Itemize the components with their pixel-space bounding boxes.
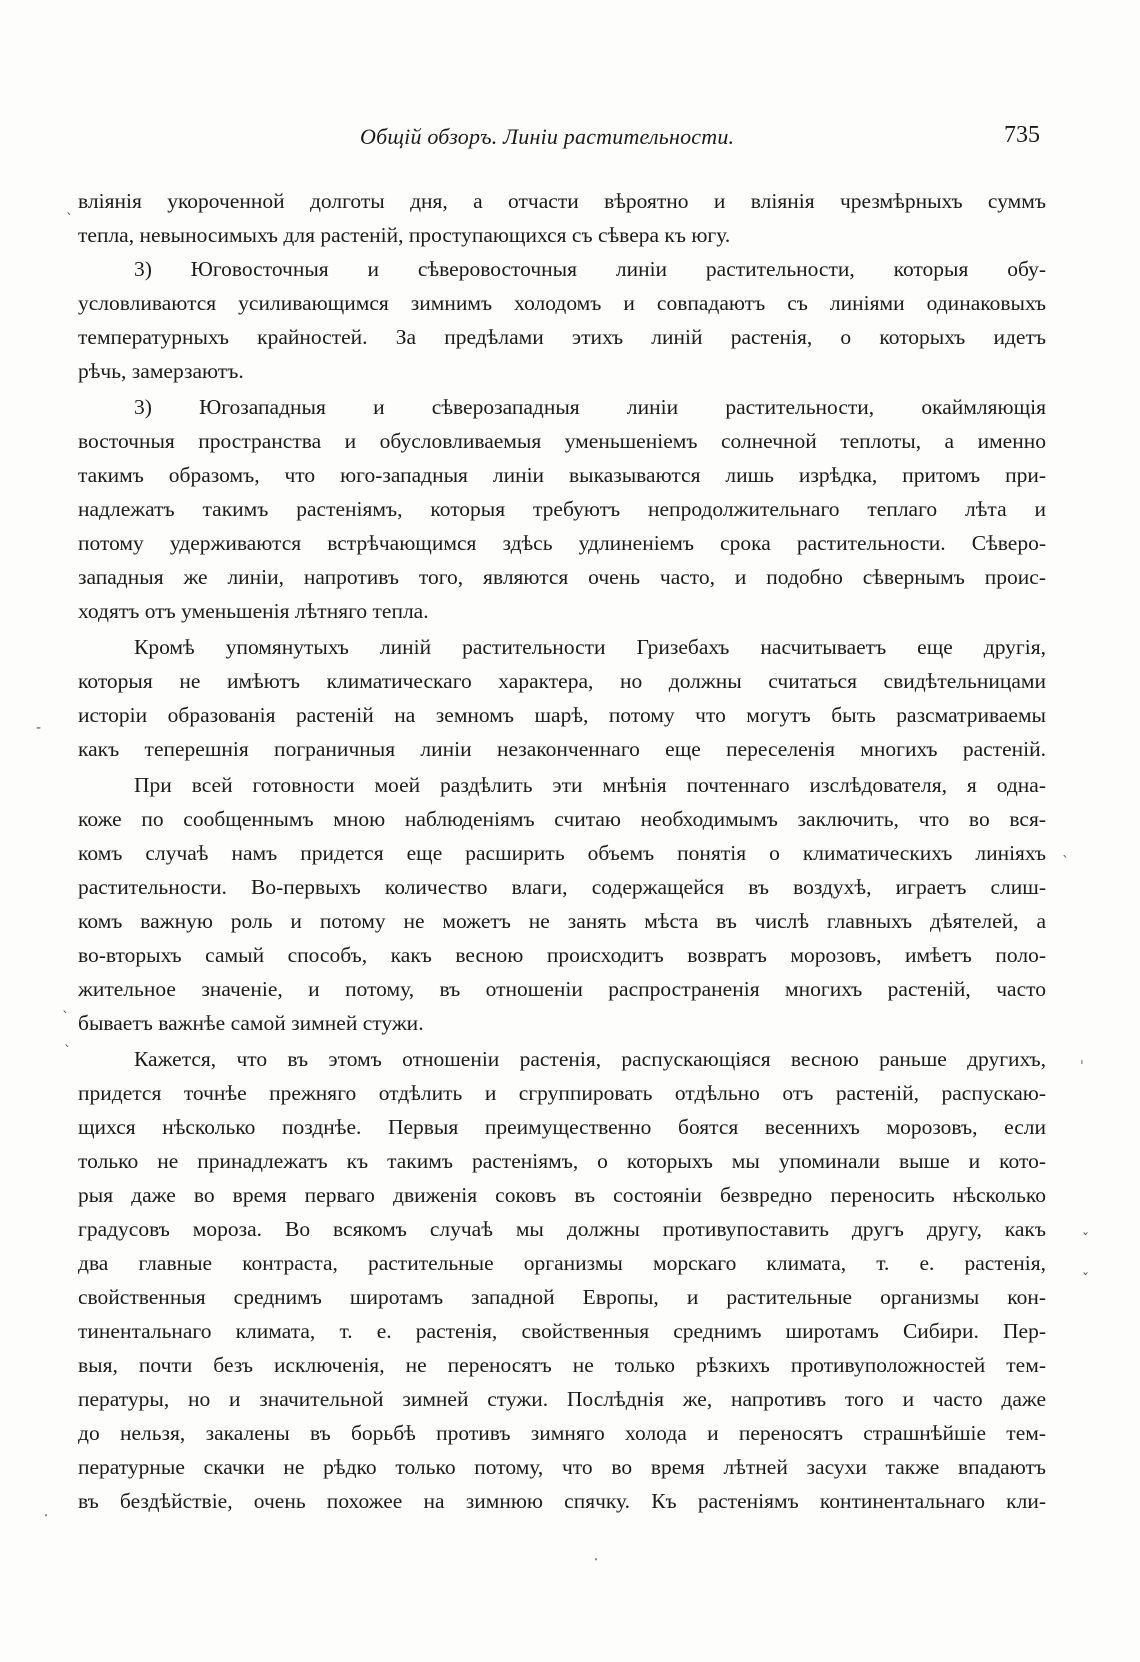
text-line: въ бездѣйствіе, очень похожее на зимнюю спячку. Къ растеніямъ континентальнаго кли- [78, 1489, 1046, 1513]
text-line: коже по сообщеннымъ мною наблюденіямъ считаю необходимымъ заключить, что во вся- [78, 807, 1046, 831]
text-line: щихся нѣсколько позднѣе. Первыя преимущественно боятся весеннихъ морозовъ, если [78, 1115, 1046, 1139]
text-line: жительное значеніе, и потому, въ отношеніи распространенія многихъ растеній, часто [78, 977, 1046, 1001]
text-line: комъ случаѣ намъ придется еще расширить объемъ понятія о климатическихъ линіяхъ [78, 841, 1046, 865]
margin-mark: ˋ [62, 1010, 69, 1026]
text-line: температурныхъ крайностей. За предѣлами этихъ линій растенія, о которыхъ идетъ [78, 325, 1046, 349]
text-line: два главные контраста, растительные организмы морскаго климата, т. е. растенія, [78, 1251, 1046, 1275]
page-number: 735 [1004, 122, 1040, 148]
text-line: растительности. Во-первыхъ количество влаги, содержащейся въ воздухѣ, играетъ слиш- [78, 875, 1046, 899]
text-line: вліянія укороченной долготы дня, а отчасти вѣроятно и вліянія чрезмѣрныхъ суммъ [78, 189, 1046, 213]
margin-mark: ˋ [64, 1044, 71, 1060]
text-line: рыя даже во время перваго движенія соковъ въ состояніи безвредно переносить нѣсколько [78, 1183, 1046, 1207]
text-line: какъ теперешнія пограничныя линіи незаконченнаго еще переселенія многихъ растеній. [78, 737, 1046, 761]
text-line: надлежатъ такимъ растеніямъ, которыя требуютъ непродолжительнаго теплаго лѣта и [78, 497, 1046, 521]
text-line: Кажется, что въ этомъ отношеніи растенія, распускающіяся весною раньше другихъ, [134, 1047, 1046, 1071]
text-line: комъ важную роль и потому не можетъ не занять мѣста въ числѣ главныхъ дѣятелей, а [78, 909, 1046, 933]
margin-mark: ˑ [44, 1510, 49, 1526]
margin-mark: ˎ [1062, 842, 1069, 858]
text-line: пературные скачки не рѣдко только потому, что во время лѣтней засухи также впадаютъ [78, 1455, 1046, 1479]
text-line: выя, почти безъ исключенія, не переносятъ не только рѣзкихъ противуположностей тем- [78, 1353, 1046, 1377]
text-line: только не принадлежатъ къ такимъ растеніямъ, о которыхъ мы упоминали выше и кото- [78, 1149, 1046, 1173]
text-line: тинентальнаго климата, т. е. растенія, свойственныя среднимъ широтамъ Сибири. Пер- [78, 1319, 1046, 1343]
text-line: до нельзя, закалены въ борьбѣ противъ зимняго холода и переносятъ страшнѣйшіе тем- [78, 1421, 1046, 1445]
margin-mark: ˌ [1080, 1050, 1084, 1066]
text-line: во-вторыхъ самый способъ, какъ весною происходитъ возвратъ морозовъ, имѣетъ поло- [78, 943, 1046, 967]
text-line: 3) Юговосточныя и сѣверовосточныя линіи растительности, которыя обу- [134, 257, 1046, 281]
text-line: свойственныя среднимъ широтамъ западной Европы, и растительные организмы кон- [78, 1285, 1046, 1309]
text-line: придется точнѣе прежняго отдѣлить и сгруппировать отдѣльно отъ растеній, распускаю- [78, 1081, 1046, 1105]
text-line: условливаются усиливающимся зимнимъ холодомъ и совпадаютъ съ линіями одинаковыхъ [78, 291, 1046, 315]
running-header-title: Общій обзоръ. Линіи растительности. [360, 124, 735, 149]
text-line: такимъ образомъ, что юго-западныя линіи выказываются лишь изрѣдка, притомъ при- [78, 463, 1046, 487]
text-line: рѣчь, замерзаютъ. [78, 359, 244, 383]
text-line: пературы, но и значительной зимней стужи. Послѣднія же, напротивъ того и часто даже [78, 1387, 1046, 1411]
text-line: Кромѣ упомянутыхъ линій растительности Гризебахъ насчитываетъ еще другія, [134, 635, 1046, 659]
margin-mark: ˋ [66, 212, 73, 228]
margin-mark: - [36, 720, 42, 736]
text-line: восточныя пространства и обусловливаемыя уменьшеніемъ солнечной теплоты, а именно [78, 429, 1046, 453]
text-line: градусовъ мороза. Во всякомъ случаѣ мы должны противупоставить другъ другу, какъ [78, 1217, 1046, 1241]
margin-mark: ˇ [1082, 1272, 1089, 1288]
text-line: тепла, невыносимыхъ для растеній, проступающихся съ сѣвера къ югу. [78, 223, 731, 247]
text-line: потому удерживаются встрѣчающимся здѣсь удлиненіемъ срока растительности. Сѣверо- [78, 531, 1046, 555]
text-line: При всей готовности моей раздѣлить эти мнѣнія почтеннаго изслѣдователя, я одна- [134, 773, 1046, 797]
text-line: западныя же линіи, напротивъ того, являются очень часто, и подобно сѣвернымъ проис- [78, 565, 1046, 589]
text-line: 3) Югозападныя и сѣверозападныя линіи растительности, окаймляющія [134, 395, 1046, 419]
margin-mark: ˑ [594, 1554, 599, 1570]
margin-mark: ˇ [1082, 1232, 1089, 1248]
text-line: ходятъ отъ уменьшенія лѣтняго тепла. [78, 599, 429, 623]
text-line: исторіи образованія растеній на земномъ шарѣ, потому что могутъ быть разсматриваемы [78, 703, 1046, 727]
text-line: бываетъ важнѣе самой зимней стужи. [78, 1011, 424, 1035]
text-line: которыя не имѣютъ климатическаго характера, но должны считаться свидѣтельницами [78, 669, 1046, 693]
